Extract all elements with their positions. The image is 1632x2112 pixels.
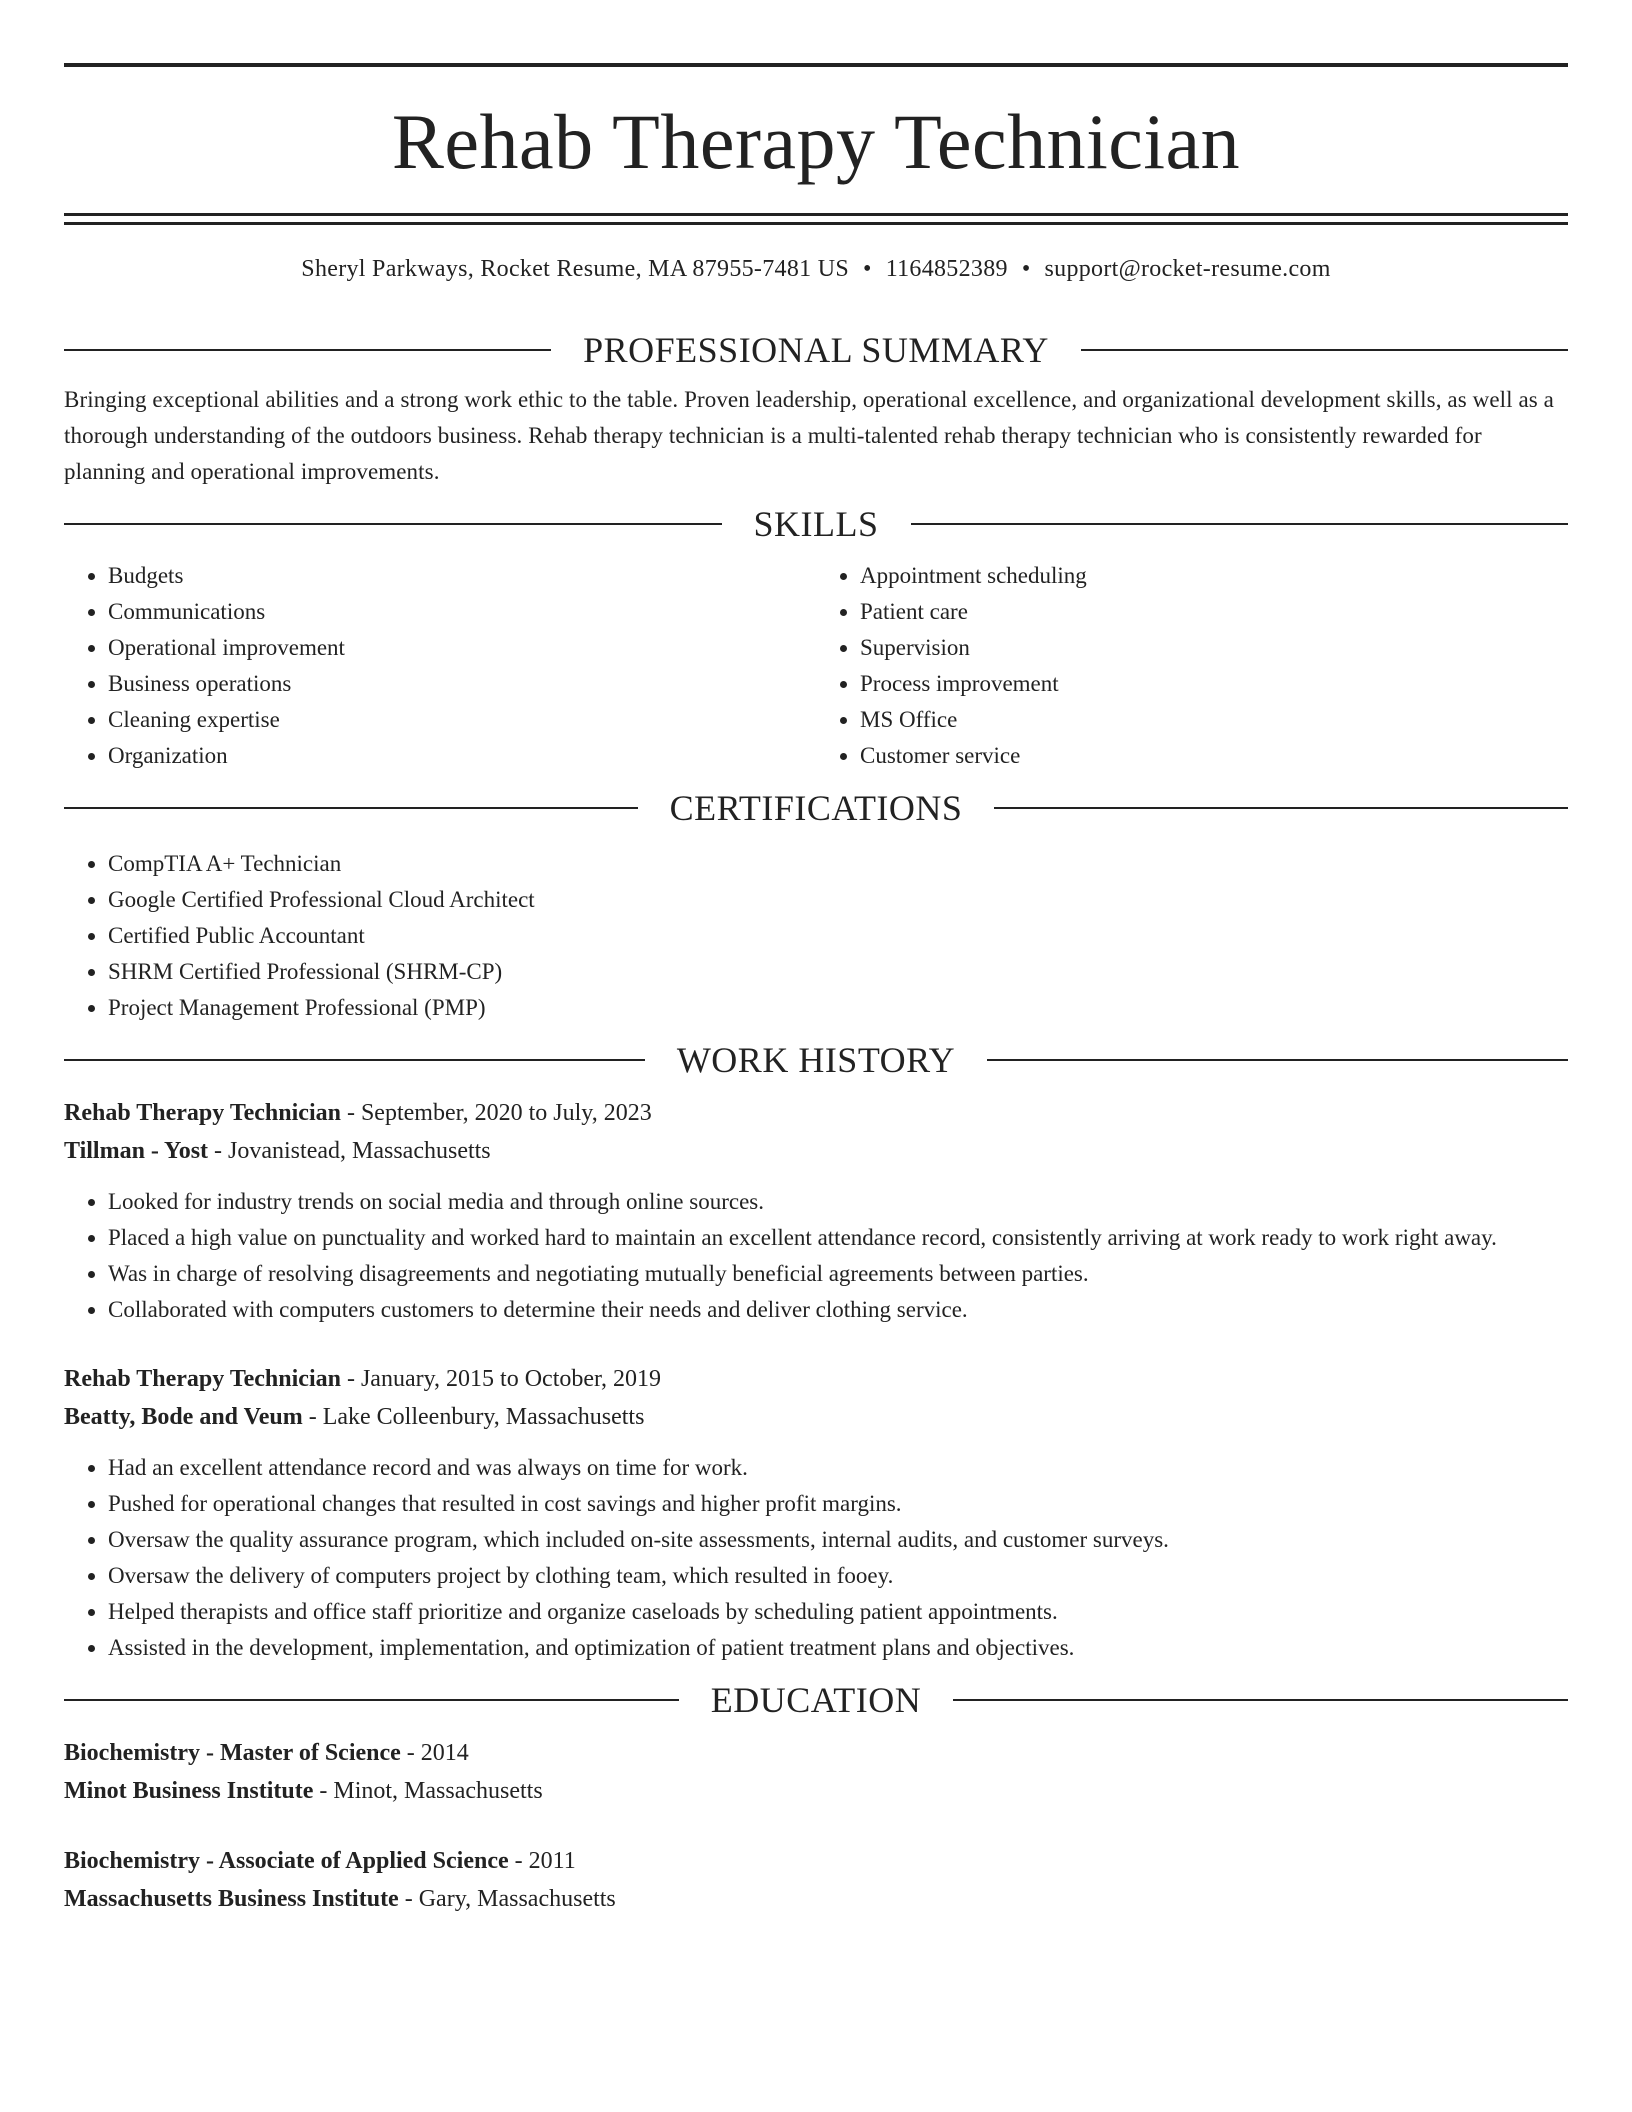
- education-school-line: [64, 1772, 1568, 1810]
- heading-rule: [953, 1699, 1568, 1701]
- certification-item: • Project Management Professional (PMP): [108, 990, 1568, 1026]
- skills-heading: [64, 504, 1568, 544]
- skill-item: • MS Office: [860, 702, 1568, 738]
- skill-item: • Process improvement: [860, 666, 1568, 702]
- header-double-rule: [64, 213, 1568, 225]
- job-bullet: • Had an excellent attendance record and was always on time for work.: [108, 1450, 1568, 1486]
- skills-title: SKILLS: [753, 504, 879, 544]
- skill-item: • Budgets: [108, 558, 816, 594]
- education-school-line: [64, 1880, 1568, 1918]
- skill-item: • Supervision: [860, 630, 1568, 666]
- summary-title: PROFESSIONAL SUMMARY: [583, 330, 1049, 370]
- skill-item: • Business operations: [108, 666, 816, 702]
- contact-email: support@rocket-resume.com: [1044, 256, 1331, 282]
- job-role: Rehab Therapy Technician: [64, 1100, 341, 1126]
- certification-item: • Certified Public Accountant: [108, 918, 1568, 954]
- job-bullet: • Placed a high value on punctuality and worked hard to maintain an excellent attendance record, consistently arriving at work ready to work right away.: [108, 1220, 1568, 1256]
- certification-item: • CompTIA A+ Technician: [108, 846, 1568, 882]
- certification-item: • SHRM Certified Professional (SHRM-CP): [108, 954, 1568, 990]
- skill-item: • Appointment scheduling: [860, 558, 1568, 594]
- skill-item: • Customer service: [860, 738, 1568, 774]
- education-degree: Biochemistry - Master of Science: [64, 1740, 401, 1766]
- resume-name: Rehab Therapy Technician: [391, 98, 1241, 185]
- work-heading: [64, 1040, 1568, 1080]
- heading-rule: [64, 1699, 679, 1701]
- contact-separator: •: [863, 256, 872, 282]
- job-bullet: • Oversaw the quality assurance program, which included on-site assessments, internal audits, and customer surveys.: [108, 1522, 1568, 1558]
- resume-page: [64, 63, 1568, 1918]
- education-year: - 2014: [400, 1740, 469, 1766]
- certifications-heading: [64, 788, 1568, 828]
- job-company-line: [64, 1132, 1568, 1170]
- heading-rule: [987, 1059, 1568, 1061]
- job-bullet: • Was in charge of resolving disagreements and negotiating mutually beneficial agreements between parties.: [108, 1256, 1568, 1292]
- job-company-line: [64, 1398, 1568, 1436]
- education-school: Massachusetts Business Institute: [64, 1886, 399, 1912]
- job-company: Beatty, Bode and Veum: [64, 1404, 303, 1430]
- job-title-line: [64, 1094, 1568, 1132]
- top-rule: [64, 63, 1568, 67]
- heading-rule: [1081, 349, 1568, 351]
- job-bullet: • Helped therapists and office staff prioritize and organize caseloads by scheduling patient appointments.: [108, 1594, 1568, 1630]
- heading-rule: [994, 807, 1568, 809]
- job-entry: [64, 1094, 1568, 1328]
- contact-separator: •: [1021, 256, 1031, 282]
- skills-right-list: [816, 558, 1568, 774]
- education-location: - Gary, Massachusetts: [398, 1886, 616, 1912]
- heading-rule: [911, 523, 1569, 525]
- heading-rule: [64, 807, 638, 809]
- skill-item: • Cleaning expertise: [108, 702, 816, 738]
- skills-left-list: [64, 558, 816, 774]
- contact-address: Sheryl Parkways, Rocket Resume, MA 87955-7481 US: [301, 256, 849, 282]
- work-title: WORK HISTORY: [676, 1040, 956, 1080]
- job-entry: [64, 1360, 1568, 1666]
- education-school: Minot Business Institute: [64, 1778, 314, 1804]
- job-bullets: [64, 1450, 1568, 1666]
- summary-text: Bringing exceptional abilities and a strong work ethic to the table. Proven leadership, operational excellence, and organizational development skills, as well as a thorough understanding of the outdoors business. Rehab therapy technician is a multi-talented rehab therapy technician who is consistently rewarded for planning and operational improvements.: [64, 387, 1554, 484]
- heading-rule: [64, 349, 551, 351]
- skill-item: • Organization: [108, 738, 816, 774]
- certifications-list: [64, 846, 1568, 1026]
- job-location: - Jovanistead, Massachusetts: [208, 1138, 491, 1164]
- certification-item: • Google Certified Professional Cloud Architect: [108, 882, 1568, 918]
- job-location: - Lake Colleenbury, Massachusetts: [302, 1404, 645, 1430]
- education-heading: [64, 1680, 1568, 1720]
- job-bullets: [64, 1184, 1568, 1328]
- skill-item: • Patient care: [860, 594, 1568, 630]
- skill-item: • Operational improvement: [108, 630, 816, 666]
- education-title: EDUCATION: [710, 1680, 922, 1720]
- job-company: Tillman - Yost: [64, 1138, 209, 1164]
- education-location: - Minot, Massachusetts: [313, 1778, 543, 1804]
- job-dates: - September, 2020 to July, 2023: [340, 1100, 652, 1126]
- job-role: Rehab Therapy Technician: [64, 1366, 341, 1392]
- education-degree-line: [64, 1734, 1568, 1772]
- education-year: - 2011: [508, 1848, 576, 1874]
- certifications-title: CERTIFICATIONS: [669, 788, 963, 828]
- heading-rule: [64, 523, 722, 525]
- skill-item: • Communications: [108, 594, 816, 630]
- education-degree-line: [64, 1842, 1568, 1880]
- job-bullet: • Oversaw the delivery of computers project by clothing team, which resulted in fooey.: [108, 1558, 1568, 1594]
- job-bullet: • Assisted in the development, implementation, and optimization of patient treatment plans and objectives.: [108, 1630, 1568, 1666]
- heading-rule: [64, 1059, 645, 1061]
- education-entry: [64, 1842, 1568, 1918]
- job-dates: - January, 2015 to October, 2019: [340, 1366, 662, 1392]
- contact-line: [64, 254, 1568, 284]
- education-degree: Biochemistry - Associate of Applied Science: [64, 1848, 509, 1874]
- education-entry: [64, 1734, 1568, 1810]
- summary-heading: [64, 330, 1568, 370]
- job-bullet: • Collaborated with computers customers to determine their needs and deliver clothing service.: [108, 1292, 1568, 1328]
- job-title-line: [64, 1360, 1568, 1398]
- job-bullet: • Looked for industry trends on social media and through online sources.: [108, 1184, 1568, 1220]
- contact-phone: 1164852389: [885, 256, 1008, 282]
- skills-columns: [64, 558, 1568, 774]
- job-bullet: • Pushed for operational changes that resulted in cost savings and higher profit margins.: [108, 1486, 1568, 1522]
